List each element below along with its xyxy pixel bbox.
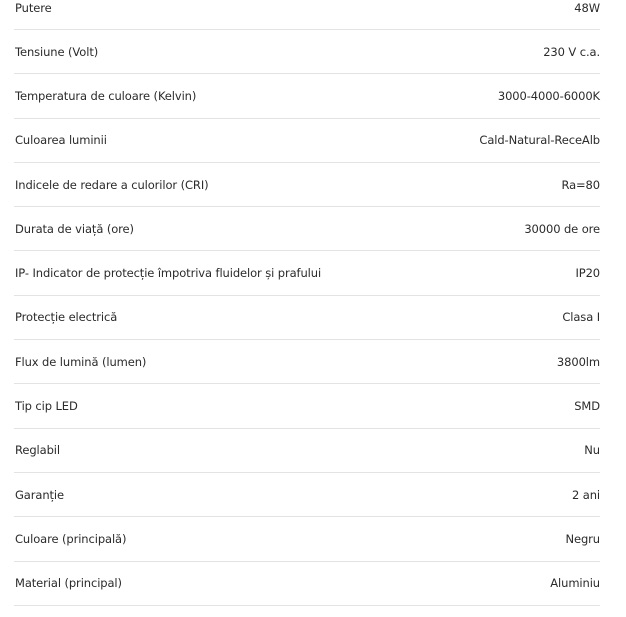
spec-row-warranty [14,473,600,517]
spec-value: Clasa I [562,310,600,325]
spec-value: 3800lm [556,354,600,369]
spec-label: Durata de viață (ore) [15,221,134,236]
spec-row-color-temperature [14,74,600,118]
spec-row-cri [14,163,600,207]
spec-value: IP20 [575,266,600,281]
spec-value: 2 ani [571,487,600,502]
spec-label: Garanție [15,487,65,502]
spec-label: Culoare (principală) [15,531,127,546]
spec-row-material [14,562,600,606]
spec-value: Aluminiu [550,576,600,591]
spec-value: SMD [574,399,600,414]
spec-label: Reglabil [15,443,60,458]
spec-row-luminous-flux [14,340,600,384]
spec-row-electrical-protection [14,296,600,340]
spec-row-lifetime [14,207,600,251]
spec-label: Tip cip LED [15,399,78,414]
spec-row-light-color [14,119,600,163]
spec-label: Tensiune (Volt) [15,44,99,59]
spec-row-color [14,517,600,561]
spec-value: 30000 de ore [524,221,600,236]
spec-value: Cald-Natural-ReceAlb [479,133,600,148]
spec-row-power [14,0,600,30]
spec-row-ip-rating [14,251,600,295]
spec-label: Indicele de redare a culorilor (CRI) [15,177,209,192]
spec-label: Material (principal) [15,576,122,591]
spec-value: Nu [584,443,600,458]
spec-value: 230 V c.a. [543,44,600,59]
spec-row-voltage [14,30,600,74]
spec-row-dimmable [14,429,600,473]
spec-label: Putere [15,1,52,15]
spec-value: Negru [565,531,600,546]
specifications-table [14,0,600,606]
spec-value: Ra=80 [561,177,600,192]
spec-label: Protecție electrică [15,310,118,325]
spec-label: Flux de lumină (lumen) [15,354,147,369]
spec-label: IP- Indicator de protecție împotriva fluidelor și prafului [15,266,322,281]
spec-value: 3000-4000-6000K [497,88,600,103]
spec-label: Culoarea luminii [15,133,107,148]
spec-label: Temperatura de culoare (Kelvin) [15,88,197,103]
spec-row-led-chip-type [14,384,600,428]
spec-value: 48W [574,1,600,15]
